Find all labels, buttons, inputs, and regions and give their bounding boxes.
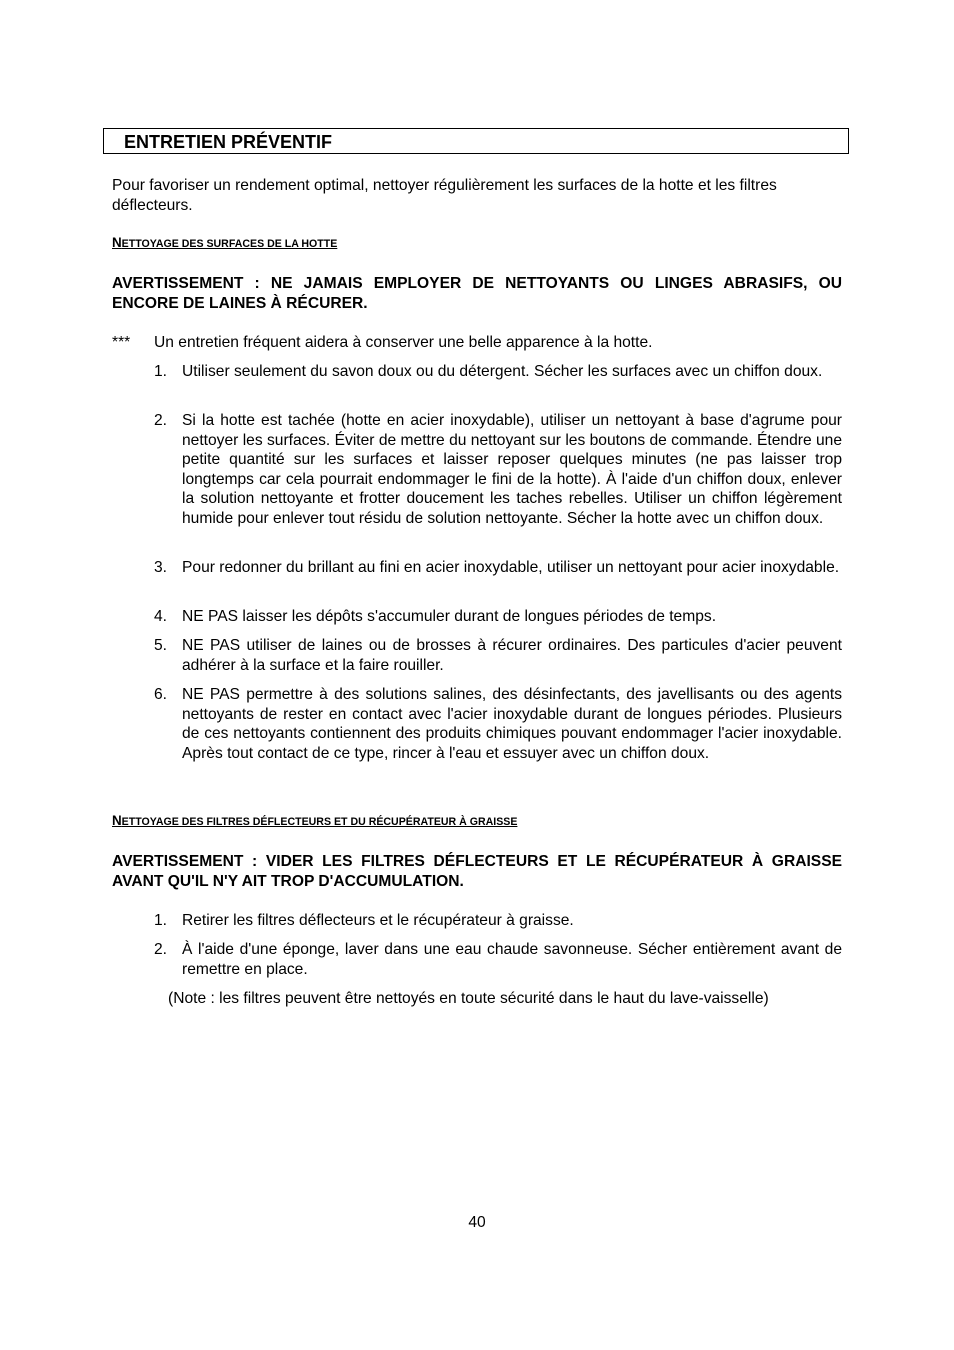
list-item-number: 5. (154, 637, 168, 654)
list-item-text: NE PAS permettre à des solutions salines, des désinfectants, des javellisants ou des agents nettoyants de rester en contact avec l'acier inoxydable durant de longues périodes. Plusieurs de ces nettoyants contiennent des produits chimiques pouvant endommager l'acier inoxydable. Après tout contact de ce type, rincer à l'eau et essuyer avec un chiffon doux. (182, 686, 842, 762)
dishwasher-note: (Note : les filtres peuvent être nettoyés en toute sécurité dans le haut du lave-vaisselle) (168, 990, 769, 1007)
list-item-text: À l'aide d'une éponge, laver dans une eau chaude savonneuse. Sécher entièrement avant de remettre en place. (182, 941, 842, 978)
section-title-box (103, 128, 849, 154)
list-item-text: NE PAS utiliser de laines ou de brosses à récurer ordinaires. Des particules d'acier peuvent adhérer à la surface et la faire rouiller. (182, 637, 842, 674)
list-item-text: NE PAS laisser les dépôts s'accumuler durant de longues périodes de temps. (182, 608, 717, 625)
section2-heading-rest: ETTOYAGE DES FILTRES DÉFLECTEURS ET DU RÉCUPÉRATEUR À GRAISSE (121, 816, 518, 828)
list-item-number: 2. (154, 412, 168, 429)
list-item-number: 2. (154, 941, 168, 958)
section1-heading-cap: N (112, 235, 122, 250)
list-item-number: 1. (154, 363, 168, 380)
intro-paragraph: Pour favoriser un rendement optimal, nettoyer régulièrement les surfaces de la hotte et les filtres déflecteurs. (112, 177, 777, 214)
list-item-number: 3. (154, 559, 168, 576)
section2-warning: AVERTISSEMENT : VIDER LES FILTRES DÉFLECTEURS ET LE RÉCUPÉRATEUR À GRAISSE AVANT QU'IL N'Y AIT TROP D'ACCUMULATION. (112, 853, 842, 890)
bullet-mark: *** (112, 334, 131, 351)
list-item-number: 6. (154, 686, 168, 703)
section1-heading-rest: ETTOYAGE DES SURFACES DE LA HOTTE (121, 238, 338, 250)
section1-warning: AVERTISSEMENT : NE JAMAIS EMPLOYER DE NETTOYANTS OU LINGES ABRASIFS, OU ENCORE DE LAINES À RÉCURER. (112, 275, 842, 312)
page-number: 40 (468, 1214, 486, 1231)
section2-heading (112, 813, 517, 830)
list-item-number: 4. (154, 608, 168, 625)
page-title: ENTRETIEN PRÉVENTIF (124, 132, 333, 152)
list-item-text: Retirer les filtres déflecteurs et le récupérateur à graisse. (182, 912, 574, 929)
bullet-text: Un entretien fréquent aidera à conserver une belle apparence à la hotte. (154, 334, 653, 351)
section1-heading (112, 235, 337, 252)
list-item-text: Si la hotte est tachée (hotte en acier inoxydable), utiliser un nettoyant à base d'agrume pour nettoyer les surfaces. Éviter de mettre du nettoyant sur les boutons de commande. Étendre une petite quantité sur les surfaces et laisser reposer quelques minutes (ne pas laisser trop longtemps car cela pourrait endommager le fini de la hotte). À l'aide d'un chiffon doux, enlever la solution nettoyante et frotter doucement les taches rebelles. Utiliser un chiffon légèrement humide pour enlever tout résidu de solution nettoyante. Sécher la hotte avec un chiffon doux. (182, 412, 842, 527)
list-item-text: Pour redonner du brillant au fini en acier inoxydable, utiliser un nettoyant pour acier inoxydable. (182, 559, 840, 576)
section2-heading-cap: N (112, 813, 122, 828)
list-item-number: 1. (154, 912, 168, 929)
list-item-text: Utiliser seulement du savon doux ou du détergent. Sécher les surfaces avec un chiffon doux. (182, 363, 823, 380)
